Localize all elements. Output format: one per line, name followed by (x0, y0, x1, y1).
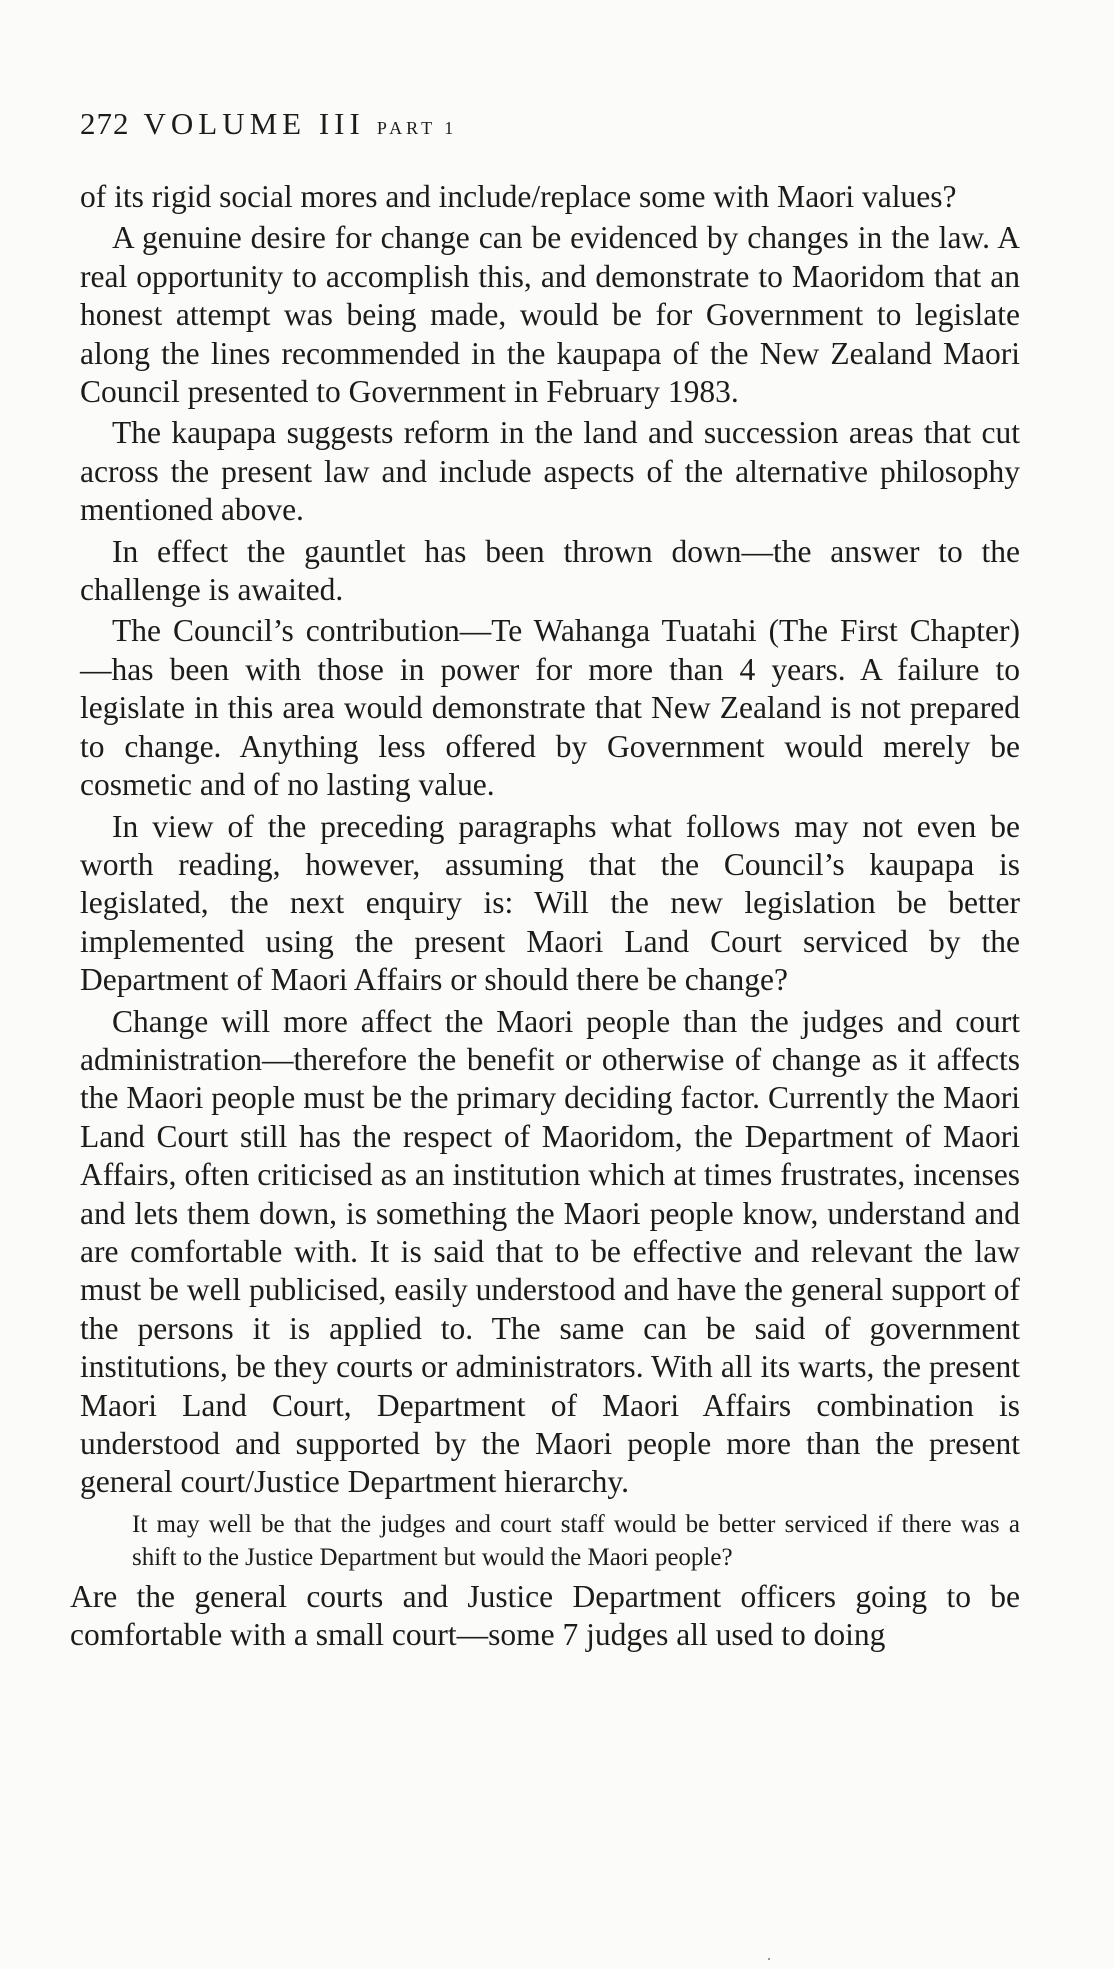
paragraph: The Council’s contribution—Te Wahanga Tuatahi (The First Chapter)—has been with those in power for more than 4 years. A failure to legislate in this area would demonstrate that New Zealand is not prepared to change. Anything less offered by Government would merely be cosmetic and of no lasting value. (80, 613, 1020, 803)
scan-speck (768, 1958, 770, 1960)
volume-label: VOLUME III (143, 106, 365, 141)
paragraph: In view of the preceding paragraphs what follows may not even be worth reading, however, assuming that the Council’s kaupapa is legislated, the next enquiry is: Will the new legislation be better implemented using the present Maori Land Court serviced by the Department of Maori Affairs or should there be change? (80, 808, 1020, 998)
paragraph: In effect the gauntlet has been thrown down—the answer to the challenge is awaited. (80, 533, 1020, 608)
paragraph: A genuine desire for change can be evidenced by changes in the law. A real opportunity to accomplish this, and demonstrate to Maoridom that an honest attempt was being made, would be for Government to legislate along the lines recommended in the kaupapa of the New Zealand Maori Council presented to Government in February 1983. (80, 220, 1020, 410)
document-page (70, 100, 1020, 1658)
indented-note: It may well be that the judges and court staff would be better serviced if there was a shift to the Justice Department but would the Maori people? (132, 1510, 1020, 1571)
page-number: 272 (80, 106, 130, 141)
part-label: PART 1 (376, 118, 458, 138)
paragraph-continues-next-page: Are the general courts and Justice Department officers going to be comfortable with a small court—some 7 judges all used to doing (70, 1578, 1020, 1653)
paragraph: The kaupapa suggests reform in the land and succession areas that cut across the present law and include aspects of the alternative philosophy mentioned above. (80, 415, 1020, 528)
body-text (70, 178, 1020, 1655)
paragraph: Change will more affect the Maori people than the judges and court administration—therefore the benefit or otherwise of change as it affects the Maori people must be the primary deciding factor. Currently the Maori Land Court still has the respect of Maoridom, the Department of Maori Affairs, often criticised as an institution which at times frustrates, incenses and lets them down, is something the Maori people know, understand and are comfortable with. It is said that to be effective and relevant the law must be well publicised, easily understood and have the general support of the persons it is applied to. The same can be said of government institutions, be they courts or administrators. With all its warts, the present Maori Land Court, Department of Maori Affairs combination is understood and supported by the Maori people more than the present general court/Justice Department hierarchy. (80, 1003, 1020, 1500)
running-header (80, 100, 1020, 148)
paragraph-continued: of its rigid social mores and include/replace some with Maori values? (80, 179, 957, 214)
